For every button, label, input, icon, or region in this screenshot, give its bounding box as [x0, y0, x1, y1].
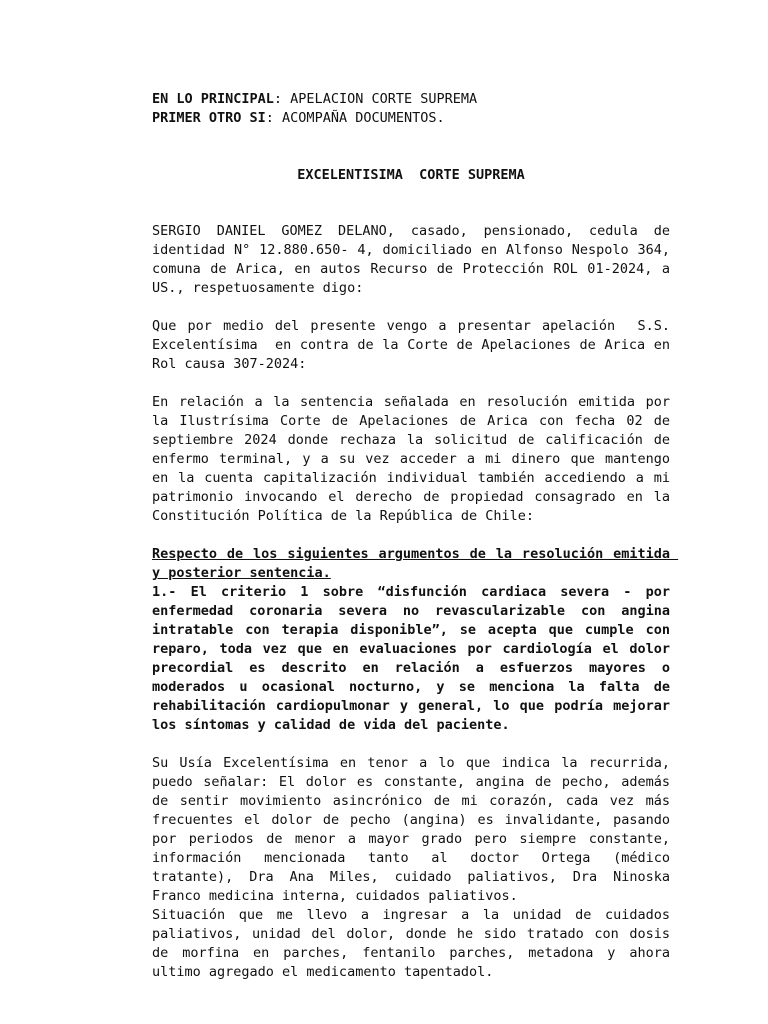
appeal-paragraph: Que por medio del presente vengo a presentar apelación S.S. Excelentísima en contra de la Corte de Apelaciones de Arica en Rol causa 307-2024: [152, 318, 679, 372]
section-heading: Respecto de los siguientes argumentos de la resolución emitida y posterior sentencia. [152, 546, 679, 581]
criterion-1-paragraph: 1.- El criterio 1 sobre “disfunción cardiaca severa - por enfermedad coronaria severa no revascularizable con angina intratable con terapia disponible”, se acepta que cumple con reparo, toda vez que en evaluaciones por cardiología el dolor precordial es descrito en relación a esfuerzos mayores o moderados u ocasional nocturno, y se menciona la falta de rehabilitación cardiopulmonar y general, lo que podría mejorar los síntomas y calidad de vida del paciente. [152, 584, 679, 733]
header-principal [152, 90, 670, 109]
document-page [152, 90, 679, 982]
court-title: EXCELENTISIMA CORTE SUPREMA [297, 167, 525, 183]
header-otrosi [152, 109, 670, 128]
response-paragraph-2: Situación que me llevo a ingresar a la unidad de cuidados paliativos, unidad del dolor, donde he sido tratado con dosis de morfina en parches, fentanilo parches, metadona y ahora ultimo agregado el medicamento tapentadol. [152, 907, 679, 980]
principal-label: EN LO PRINCIPAL [152, 91, 274, 107]
intro-paragraph: SERGIO DANIEL GOMEZ DELANO, casado, pensionado, cedula de identidad N° 12.880.650- 4, domiciliado en Alfonso Nespolo 364, comuna de Arica, en autos Recurso de Protección ROL 01-2024, a US., respetuosamente digo: [152, 223, 679, 296]
relation-paragraph: En relación a la sentencia señalada en resolución emitida por la Ilustrísima Corte de Apelaciones de Arica con fecha 02 de septiembre 2024 donde rechaza la solicitud de calificación de enfermo terminal, y a su vez acceder a mi dinero que mantengo en la cuenta capitalización individual también accediendo a mi patrimonio invocando el derecho de propiedad consagrado en la Constitución Política de la República de Chile: [152, 394, 679, 524]
otrosi-value: : ACOMPAÑA DOCUMENTOS. [265, 110, 445, 126]
response-paragraph-1: Su Usía Excelentísima en tenor a lo que indica la recurrida, puedo señalar: El dolor es constante, angina de pecho, además de sentir movimiento asincrónico de mi corazón, cada vez más frecuentes el dolor de pecho (angina) es invalidante, pasando por periodos de menor a mayor grado pero siempre constante, información mencionada tanto al doctor Ortega (médico tratante), Dra Ana Miles, cuidado paliativos, Dra Ninoska Franco medicina interna, cuidados paliativos. [152, 755, 679, 904]
otrosi-label: PRIMER OTRO SI [152, 110, 266, 126]
principal-value: : APELACION CORTE SUPREMA [273, 91, 478, 107]
